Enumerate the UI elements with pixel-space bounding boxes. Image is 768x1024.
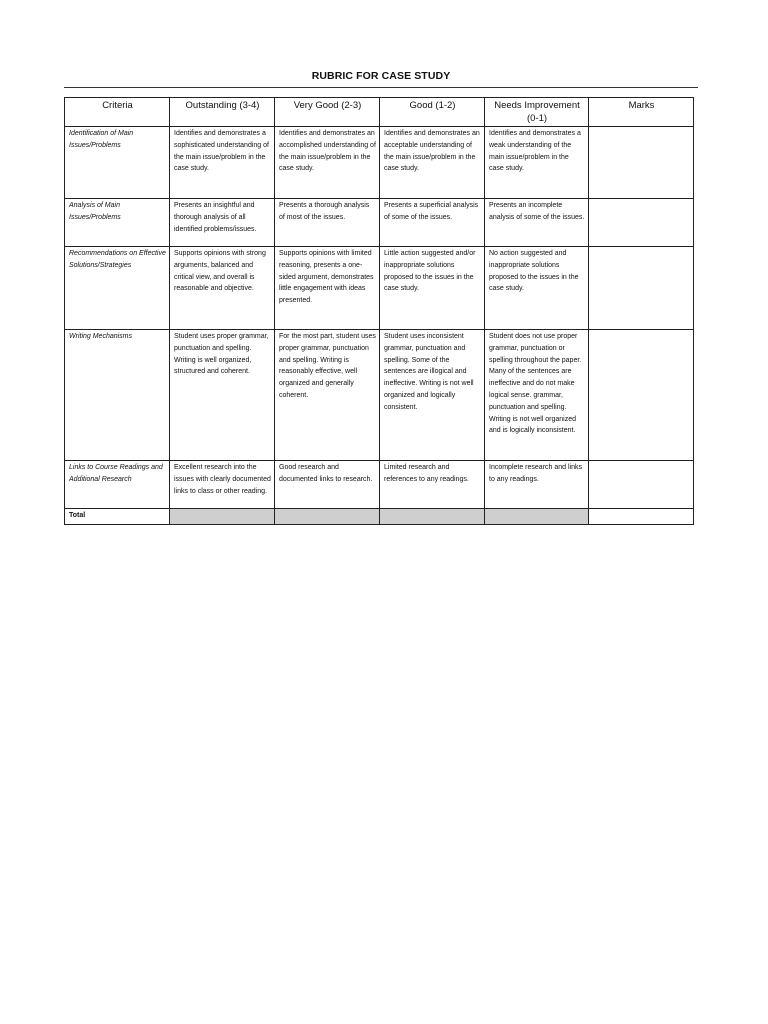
header-outstanding: Outstanding (3-4) [170, 98, 275, 127]
criteria-cell: Links to Course Readings and Additional Research [65, 461, 170, 509]
outstanding-cell: Excellent research into the issues with clearly documented links to class or other reading. [170, 461, 275, 509]
rubric-table [64, 97, 694, 525]
header-marks: Marks [589, 98, 694, 127]
total-shaded-cell [485, 509, 589, 525]
very-good-cell: Supports opinions with limited reasoning, presents a one-sided argument, demonstrates little engagement with ideas presented. [275, 247, 380, 330]
good-cell: Little action suggested and/or inappropriate solutions proposed to the issues in the case study. [380, 247, 485, 330]
table-row [65, 127, 694, 199]
title-divider [64, 87, 698, 88]
criteria-cell: Analysis of Main Issues/Problems [65, 199, 170, 247]
needs-improvement-cell: Student does not use proper grammar, punctuation or spelling throughout the paper. Many of the sentences are ineffective and do not make logical sense. grammar, punctuation and spelling. Writing is not well organized and is logically inconsistent. [485, 330, 589, 461]
very-good-cell: Good research and documented links to research. [275, 461, 380, 509]
total-label: Total [65, 509, 170, 525]
needs-improvement-cell: Presents an incomplete analysis of some of the issues. [485, 199, 589, 247]
outstanding-cell: Supports opinions with strong arguments, balanced and critical view, and overall is reasonable and objective. [170, 247, 275, 330]
table-row [65, 247, 694, 330]
good-cell: Identifies and demonstrates an acceptable understanding of the main issue/problem in the case study. [380, 127, 485, 199]
good-cell: Student uses inconsistent grammar, punctuation and spelling. Some of the sentences are illogical and ineffective. Writing is not well organized and logically consistent. [380, 330, 485, 461]
criteria-cell: Identification of Main Issues/Problems [65, 127, 170, 199]
needs-improvement-cell: Identifies and demonstrates a weak understanding of the main issue/problem in the case study. [485, 127, 589, 199]
outstanding-cell: Identifies and demonstrates a sophisticated understanding of the main issue/problem in the case study. [170, 127, 275, 199]
very-good-cell: Presents a thorough analysis of most of the issues. [275, 199, 380, 247]
table-row [65, 199, 694, 247]
header-needs-improvement: Needs Improvement (0-1) [485, 98, 589, 127]
needs-improvement-cell: Incomplete research and links to any readings. [485, 461, 589, 509]
marks-cell [589, 330, 694, 461]
criteria-cell: Recommendations on Effective Solutions/Strategies [65, 247, 170, 330]
table-row [65, 330, 694, 461]
good-cell: Presents a superficial analysis of some of the issues. [380, 199, 485, 247]
total-row [65, 509, 694, 525]
very-good-cell: For the most part, student uses proper grammar, punctuation and spelling. Writing is reasonably effective, well organized and generally coherent. [275, 330, 380, 461]
header-row [65, 98, 694, 127]
marks-cell [589, 461, 694, 509]
total-shaded-cell [275, 509, 380, 525]
total-shaded-cell [170, 509, 275, 525]
needs-improvement-cell: No action suggested and inappropriate solutions proposed to the issues in the case study. [485, 247, 589, 330]
marks-cell [589, 247, 694, 330]
very-good-cell: Identifies and demonstrates an accomplished understanding of the main issue/problem in the case study. [275, 127, 380, 199]
marks-cell [589, 127, 694, 199]
total-marks-cell [589, 509, 694, 525]
good-cell: Limited research and references to any readings. [380, 461, 485, 509]
outstanding-cell: Presents an insightful and thorough analysis of all identified problems/issues. [170, 199, 275, 247]
total-shaded-cell [380, 509, 485, 525]
marks-cell [589, 199, 694, 247]
table-row [65, 461, 694, 509]
header-very-good: Very Good (2-3) [275, 98, 380, 127]
header-criteria: Criteria [65, 98, 170, 127]
page-title: RUBRIC FOR CASE STUDY [311, 70, 451, 82]
outstanding-cell: Student uses proper grammar, punctuation and spelling. Writing is well organized, structured and coherent. [170, 330, 275, 461]
header-good: Good (1-2) [380, 98, 485, 127]
criteria-cell: Writing Mechanisms [65, 330, 170, 461]
